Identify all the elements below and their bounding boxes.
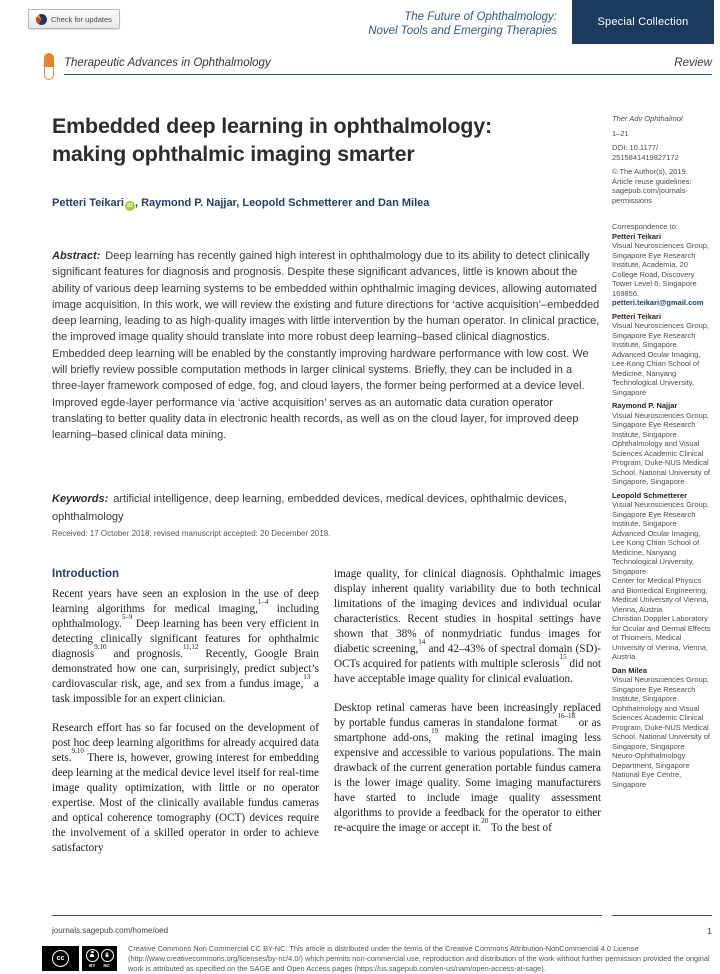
special-collection-label: Special Collection xyxy=(597,16,689,28)
body-column-right xyxy=(334,567,601,919)
cc-logo[interactable] xyxy=(42,946,79,971)
affiliation-author-name: Leopold Schmetterer xyxy=(612,490,688,500)
affiliation-org: Visual Neurosciences Group, Singapore Eye Research Institute, Singapore xyxy=(612,675,709,703)
journal-abbrev: Ther Adv Ophthalmol xyxy=(612,114,683,123)
cc-by-label: BY xyxy=(89,963,96,968)
author-list xyxy=(52,197,604,211)
special-collection-badge xyxy=(572,0,714,44)
cc-circle-icon: cc xyxy=(52,950,69,967)
affiliation-org: Neuro-Ophthalmology Department, Singapore National Eye Centre, Singapore xyxy=(612,751,690,789)
affiliation-org: Center for Medical Physics and Biomedical Engineering, Medical University of Vienna, Vienna, Austria xyxy=(612,576,709,614)
cc-by-person-icon xyxy=(86,949,99,962)
footer-rule-main xyxy=(52,915,602,916)
affiliation-author-name: Petteri Teikari xyxy=(612,311,662,321)
page-range: 1–21 xyxy=(612,128,629,138)
affiliation-author-name: Dan Milea xyxy=(612,665,648,675)
body-columns xyxy=(52,567,602,919)
special-collection-title xyxy=(368,10,557,38)
cc-by-nc-labels xyxy=(89,963,110,968)
journal-homepage-url[interactable]: journals.sagepub.com/home/oed xyxy=(52,926,169,935)
abstract-label: Abstract: xyxy=(52,250,101,262)
copyright-reuse xyxy=(612,167,714,205)
doi xyxy=(612,143,714,162)
affiliation-block xyxy=(612,401,714,487)
collection-title-line2: Novel Tools and Emerging Therapies xyxy=(368,25,557,37)
authors-rest: , Raymond P. Najjar, Leopold Schmetterer and Dan Milea xyxy=(134,197,430,209)
orcid-icon[interactable]: iD xyxy=(125,201,135,211)
keywords xyxy=(52,490,602,526)
abstract xyxy=(52,248,602,444)
header-rule xyxy=(64,74,712,75)
journal-name: Therapeutic Advances in Ophthalmology xyxy=(64,57,271,69)
reuse-guidelines-link[interactable]: sagepub.com/journals-permissions xyxy=(612,186,688,205)
doi-line2: 2515841419827172 xyxy=(612,152,679,162)
crossmark-icon xyxy=(36,14,47,25)
abstract-text: Deep learning has recently gained high interest in ophthalmology due to its ability to detect clinically significant features for diagnosis and prognosis. Despite these significant advances, little is known about the ability of various deep learning systems to be embedded within ophthalmic imaging devices, allowing automated image acquisition. In this work, we will review the existing and future directions for ‘active acquisition’–embedded deep learning, leading to as high-quality images with little intervention by the human operator. In clinical practice, the improved image quality should translate into more robust deep learning–based clinical diagnostics. Embedded deep learning will be enabled by the constantly improving hardware performance with low cost. We will briefly review possible computation methods in larger clinical systems. Briefly, they can be included in a three-layer framework composed of edge, fog, and cloud layers, the former being performed at a device level. Improved egde-layer performance via ‘active acquisition’ serves as an automatic data curation operator translating to better quality data in electronic health records, as well as on the cloud layer, for improved deep learning–based clinical data mining. xyxy=(52,250,600,442)
article-title xyxy=(52,112,604,168)
body-paragraph: image quality, for clinical diagnosis. Ophthalmic images display inherent quality variability due to both technical limitations of the imaging devices and individual ocular characteristics. Recent studies in hospital settings have shown that 38% of nonmydriatic fundus images for diabetic screening,$^{14}$ and 42–43% of spectral domain (SD)-OCTs acquired for patients with multiple sclerosis$^{15}$ did not have acceptable image quality for clinical evaluation. xyxy=(334,568,602,685)
cc-by-nc-logo[interactable] xyxy=(82,946,117,971)
correspondence-email[interactable]: petteri.teikari@gmail.com xyxy=(612,298,704,307)
correspondence-address: Visual Neurosciences Group, Singapore Eye Research Institute, Academia, 20 College Road, Discovery Tower Level 6, Singapore 169856. xyxy=(612,241,709,298)
body-paragraph: Research effort has so far focused on the development of post hoc deep learning algorithms for already acquired data sets.$^{9,10}$ There is, however, growing interest for embedding deep learning at the medical device level itself for real-time image quality optimization, with little or no operator expertise. Most of the clinically available fundus cameras and optical coherence tomography (OCT) devices require the involvement of a skilled operator in order to achieve satisfactory xyxy=(52,722,319,854)
cc-by-nc-icons xyxy=(86,949,114,962)
page-number: 1 xyxy=(707,926,712,936)
correspondence-label: Correspondence to: xyxy=(612,222,678,231)
affiliations-list xyxy=(612,312,714,790)
article-title-line2: making ophthalmic imaging smarter xyxy=(52,142,415,166)
cc-nc-label: NC xyxy=(103,963,110,968)
affiliation-org: Christian Doppler Laboratory for Ocular and Dermal Effects of Thiomers, Medical University of Vienna, Vienna, Austria xyxy=(612,614,711,661)
collection-title-line1: The Future of Ophthalmology: xyxy=(404,11,557,23)
correspondence-name: Petteri Teikari xyxy=(612,231,662,241)
keywords-text: artificial intelligence, deep learning, embedded devices, medical devices, ophthalmic devices, ophthalmology xyxy=(52,493,567,523)
affiliation-author-name: Raymond P. Najjar xyxy=(612,401,678,410)
body-paragraph: Desktop retinal cameras have been increasingly replaced by portable fundus cameras in standalone format$^{16-18}$ or as smartphone add-ons,$^{19}$ making the retinal imaging less expensive and accessible to various populations. The main drawback of the current generation portable fundus camera is the lower image quality. Some imaging manufacturers have started to include image quality assessment algorithms to provide a feedback for the operator to either re-acquire the image or accept it.$^{20}$ To the best of xyxy=(334,702,601,834)
section-heading-introduction: Introduction xyxy=(52,568,120,580)
affiliation-block xyxy=(612,491,714,662)
doi-line1: DOI: 10.1177/ xyxy=(612,143,659,152)
author-first: Petteri Teikari xyxy=(52,197,124,209)
affiliation-org: Ophthalmology and Visual Sciences Academic Clinical Program, Duke-NUS Medical School, National University of Singapore, Singapore xyxy=(612,703,710,751)
affiliation-org: Advanced Ocular Imaging, Lee Kong Chian School of Medicine, Nanyang Technological University, Singapore xyxy=(612,528,701,576)
keywords-label: Keywords: xyxy=(52,493,109,505)
check-for-updates-button[interactable] xyxy=(28,9,120,29)
body-column-left xyxy=(52,567,319,919)
affiliation-org: Visual Neurosciences Group, Singapore Eye Research Institute, Singapore xyxy=(612,410,709,439)
affiliation-org: Visual Neurosciences Group, Singapore Eye Research Institute, Singapore xyxy=(612,500,709,528)
cc-license-badges xyxy=(42,946,117,971)
affiliation-org: Advanced Ocular Imaging, Lee Kong Chian School of Medicine, Nanyang Technological University, Singapore xyxy=(612,349,701,397)
affiliation-block xyxy=(612,312,714,398)
journal-pill-icon xyxy=(44,53,54,80)
sidebar xyxy=(612,114,714,789)
copyright-line: © The Author(s), 2019. xyxy=(612,167,688,176)
check-for-updates-label: Check for updates xyxy=(51,14,112,24)
footer-rule-sidebar xyxy=(612,915,712,916)
article-title-line1: Embedded deep learning in ophthalmology: xyxy=(52,114,492,138)
article-type-label: Review xyxy=(674,57,712,69)
affiliation-org: Ophthalmology and Visual Sciences Academic Clinical Program, Duke-NUS Medical School, National University of Singapore, Singapore xyxy=(612,439,710,486)
cc-nc-dollar-icon: $ xyxy=(101,949,114,962)
reuse-guidelines-line: Article reuse guidelines: xyxy=(612,176,692,186)
affiliation-org: Visual Neurosciences Group, Singapore Eye Research Institute, Singapore xyxy=(612,321,709,349)
received-dates: Received: 17 October 2018; revised manuscript accepted: 20 December 2018. xyxy=(52,529,331,538)
affiliation-block xyxy=(612,666,714,790)
body-paragraph: Recent years have seen an explosion in the use of deep learning algorithms for medical imaging,$^{1-4}$ including ophthalmology.$^{5-9}$ Deep learning has been very efficient in detecting clinically significant features for ophthalmic diagnosis$^{9,10}$ and prognosis.$^{11,12}$ Recently, Google Brain demonstrated how one can, surprisingly, predict subject’s cardiovascular risk, age, and sex from a fundus image,$^{13}$ a task impossible for an expert clinician. xyxy=(52,588,319,705)
license-text: Creative Commons Non Commercial CC BY-NC: This article is distributed under the terms of the Creative Commons Attribution-NonCommercial 4.0 License (http://www.creativecommons.org/licenses/by-nc/4.0/) which permits non-commercial use, reproduction and distribution of the work without further permission provided the original work is attributed as specified on the SAGE and Open Access pages (https://us.sagepub.com/en-us/nam/open-access-at-sage). xyxy=(128,944,710,973)
